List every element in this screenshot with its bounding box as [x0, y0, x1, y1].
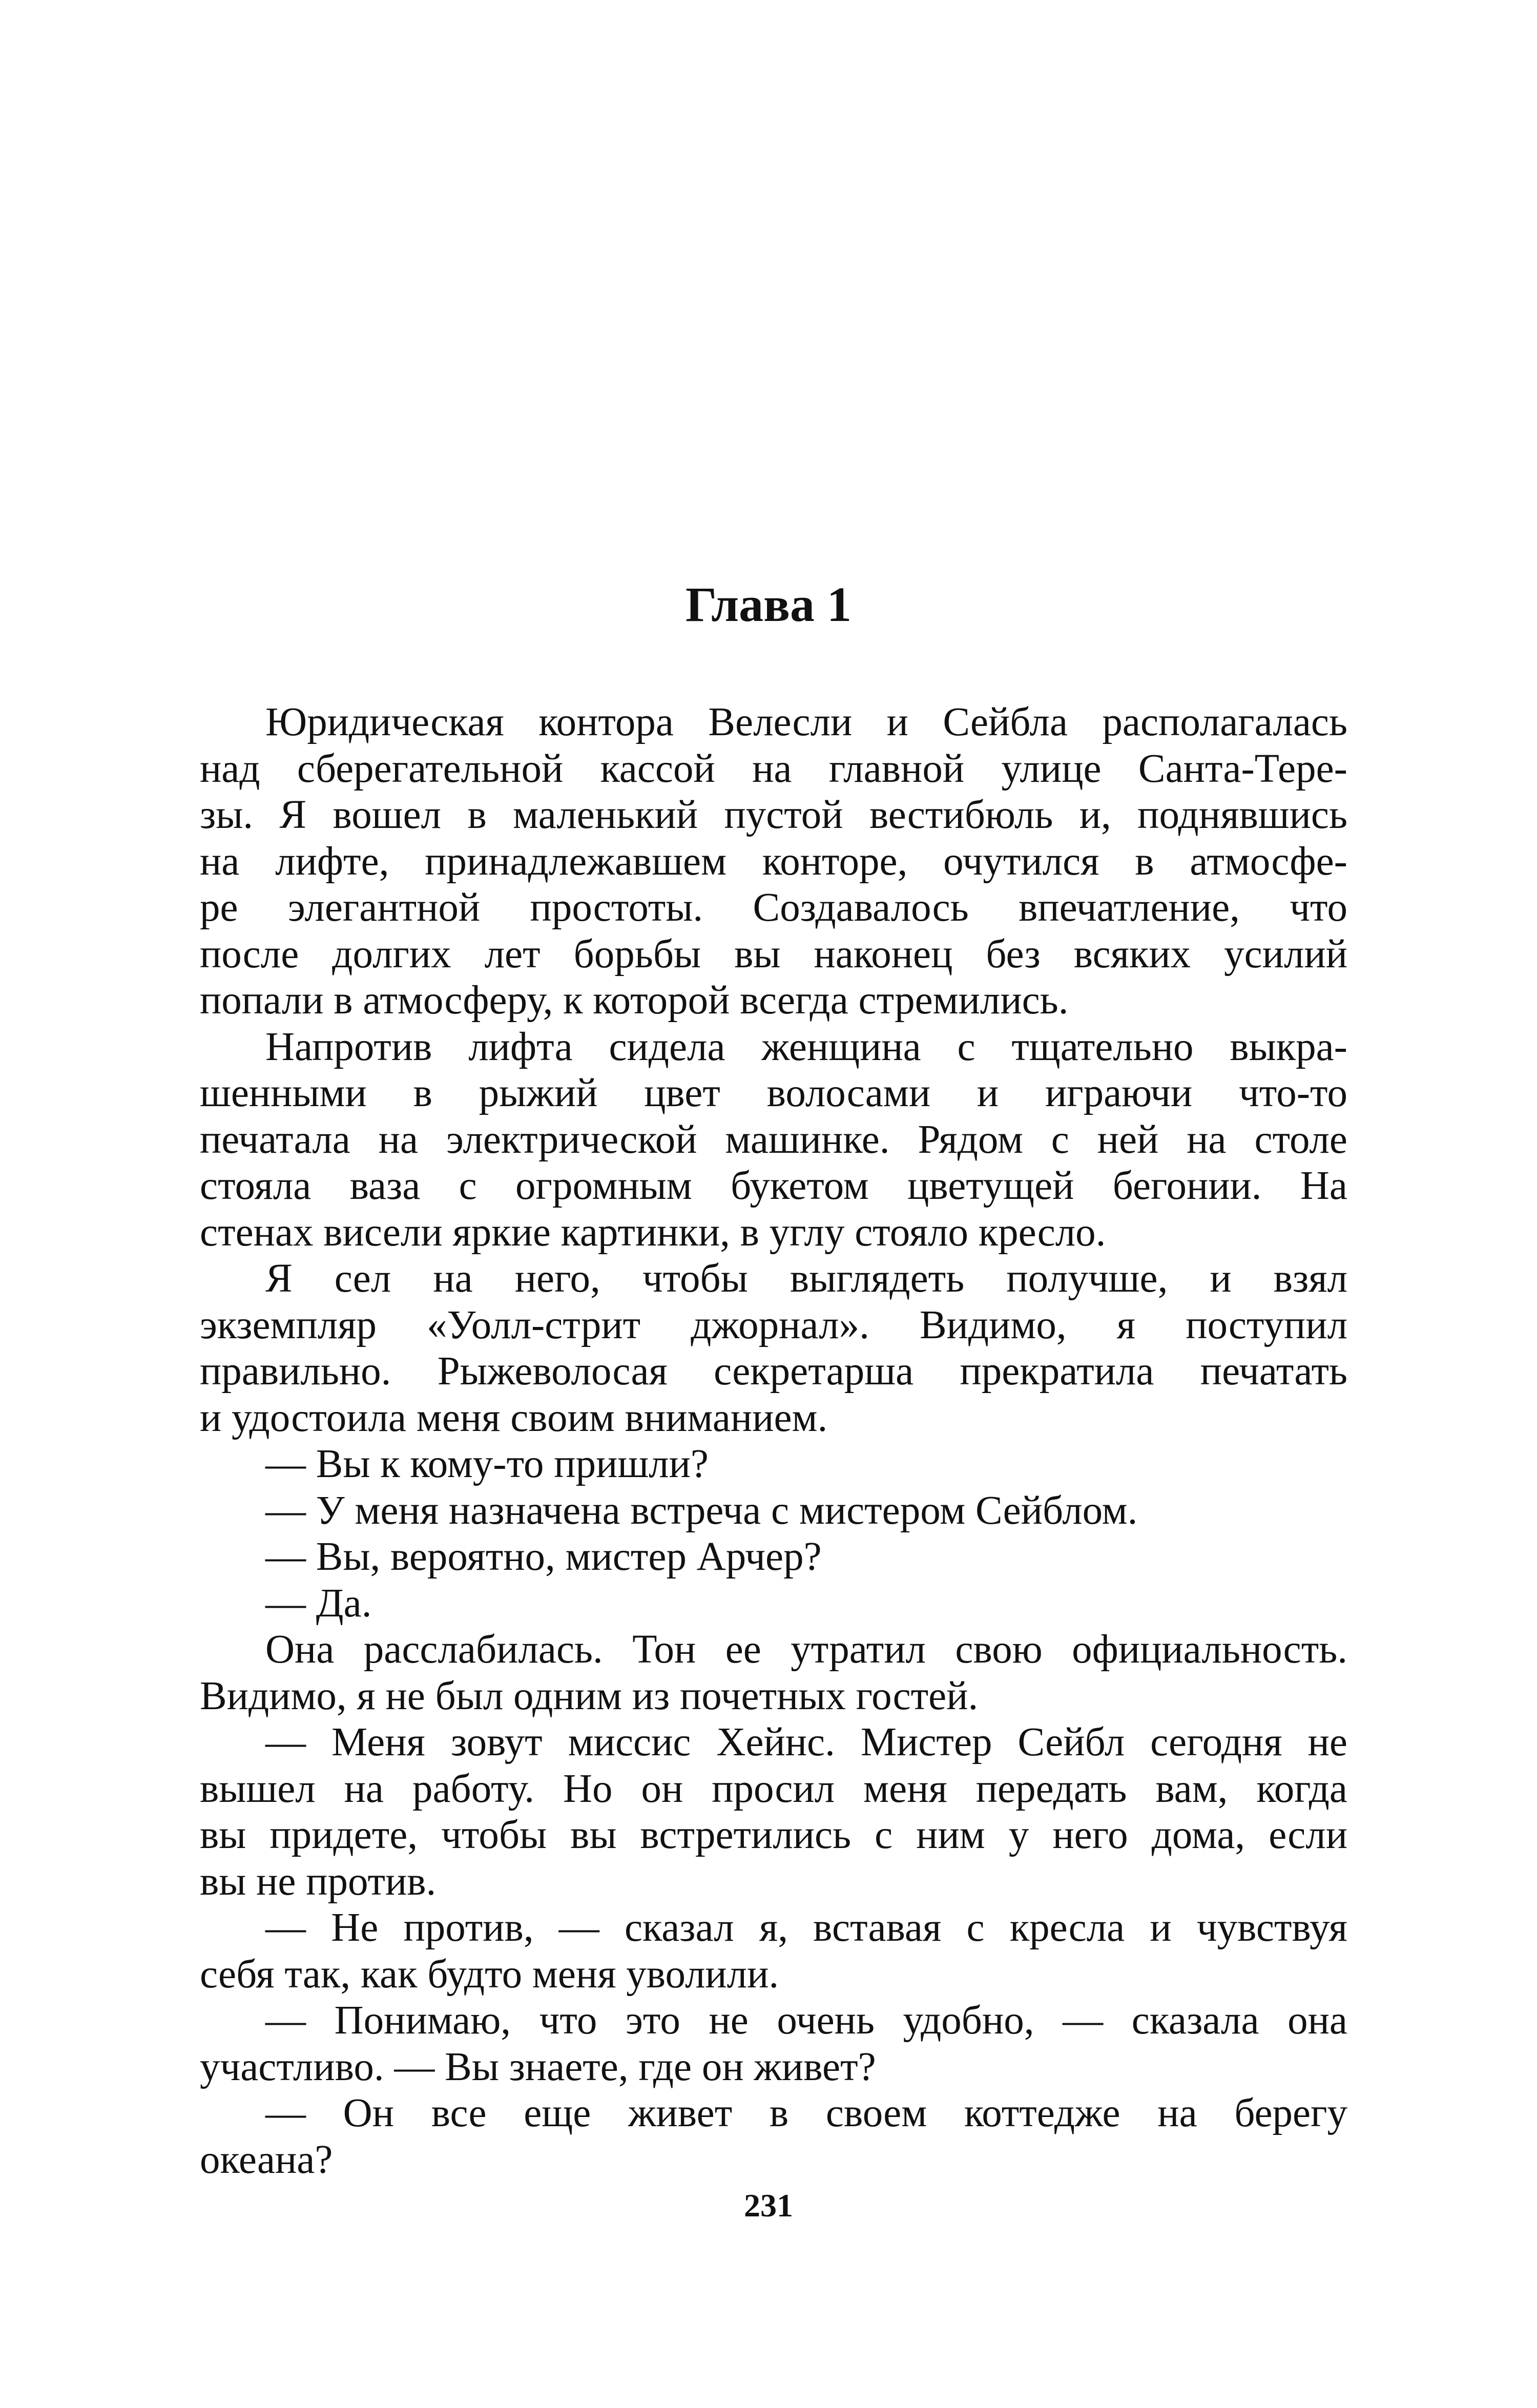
text-line: Она расслабилась. Тон ее утратил свою официальность. — [265, 1627, 1347, 1672]
text-line: зы. Я вошел в маленький пустой вестибюль и, поднявшись — [200, 793, 1347, 837]
text-line: вышел на работу. Но он просил меня передать вам, когда — [200, 1766, 1347, 1811]
text-line: Видимо, я не был одним из почетных гостей. — [200, 1673, 979, 1718]
text-line: экземпляр «Уолл-стрит джорнал». Видимо, я поступил — [200, 1302, 1347, 1347]
body-text — [200, 699, 1347, 2183]
text-line: на лифте, принадлежавшем конторе, очутился в атмосфе- — [200, 839, 1347, 884]
text-line: вы придете, чтобы вы встретились с ним у него дома, если — [200, 1813, 1347, 1857]
dialogue-line: — Понимаю, что это не очень удобно, — сказала она — [265, 1998, 1347, 2043]
text-line: Я сел на него, чтобы выглядеть получше, и взял — [265, 1256, 1347, 1301]
text-line: шенными в рыжий цвет волосами и играючи что-то — [200, 1071, 1347, 1115]
text-line: над сберегательной кассой на главной улице Санта-Тере- — [200, 746, 1347, 791]
text-line: попали в атмосферу, к которой всегда стремились. — [200, 978, 1069, 1023]
dialogue-line: — Не против, — сказал я, вставая с кресла и чувствуя — [265, 1905, 1347, 1950]
chapter-title: Глава 1 — [686, 577, 851, 632]
text-line: печатала на электрической машинке. Рядом с ней на столе — [200, 1117, 1347, 1162]
text-line: океана? — [200, 2137, 333, 2182]
dialogue-line: — Он все еще живет в своем коттедже на берегу — [265, 2091, 1347, 2135]
dialogue-line: — Да. — [265, 1581, 372, 1626]
text-line: и удостоила меня своим вниманием. — [200, 1395, 828, 1440]
text-line: Юридическая контора Велесли и Сейбла располагалась — [265, 700, 1347, 744]
dialogue-line: — У меня назначена встреча с мистером Сейблом. — [265, 1488, 1138, 1533]
page-number: 231 — [744, 2187, 793, 2224]
text-line: стояла ваза с огромным букетом цветущей бегонии. На — [200, 1164, 1347, 1208]
text-line: после долгих лет борьбы вы наконец без всяких усилий — [200, 931, 1347, 977]
text-line: вы не против. — [200, 1859, 437, 1904]
dialogue-line: — Вы, вероятно, мистер Арчер? — [265, 1534, 822, 1579]
text-line: правильно. Рыжеволосая секретарша прекратила печатать — [200, 1349, 1347, 1394]
text-line: ре элегантной простоты. Создавалось впечатление, что — [200, 885, 1347, 930]
text-line: себя так, как будто меня уволили. — [200, 1952, 779, 1997]
dialogue-line: — Вы к кому-то пришли? — [265, 1442, 709, 1486]
text-line: стенах висели яркие картинки, в углу стояло кресло. — [200, 1210, 1106, 1255]
text-line: Напротив лифта сидела женщина с тщательно выкра- — [265, 1024, 1347, 1069]
dialogue-line: — Меня зовут миссис Хейнс. Мистер Сейбл сегодня не — [265, 1720, 1347, 1765]
text-line: участливо. — Вы знаете, где он живет? — [200, 2044, 876, 2089]
